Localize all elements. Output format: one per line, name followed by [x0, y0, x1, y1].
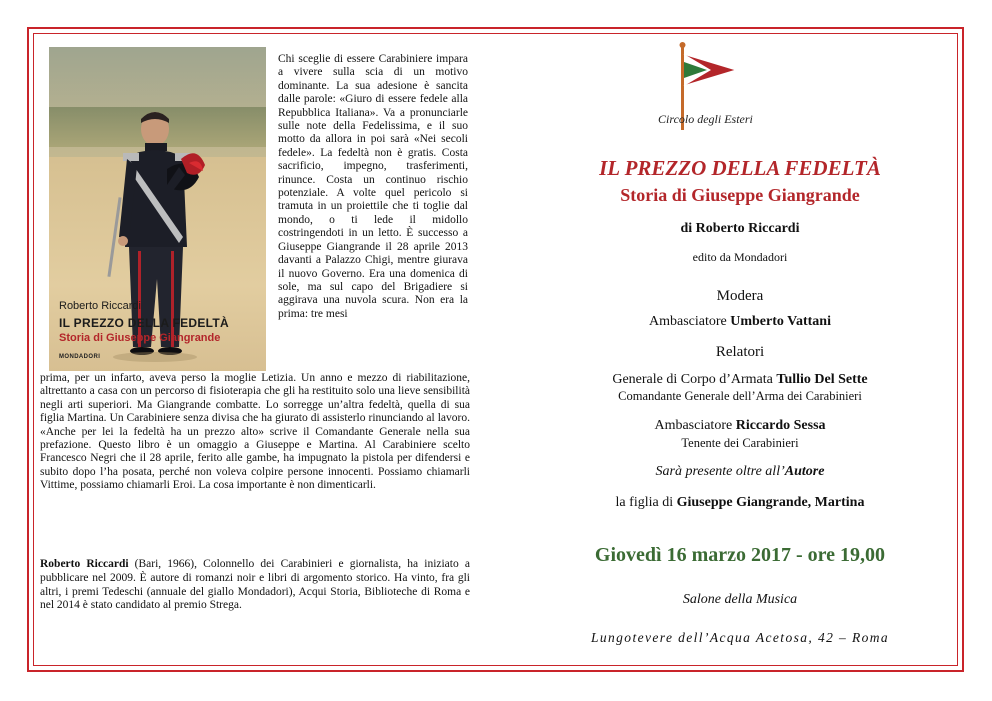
event-subhead: Storia di Giuseppe Giangrande: [620, 185, 860, 205]
presence-note: [520, 464, 960, 480]
daughter-line: [520, 495, 960, 511]
bio-author-name: Roberto Riccardi: [40, 558, 129, 570]
author-bio-paragraph: [40, 558, 470, 613]
cover-publisher: MONDADORI: [59, 354, 101, 360]
speaker-1-line: [520, 372, 960, 388]
intro-paragraph-continued: prima, per un infarto, aveva perso la moglie Letizia. Un anno e mezzo di riabilitazione, altrettanto a casa con un percorso di fisioterapia che gli ha restituito solo una lieve sensibilità negli arti superiori. Ma Giangrande combatte. Lo sorregge un’altra fedeltà, quella di sua figlia Martina. Un Carabiniere senza divisa che ha giurato di assisterlo rinunciando al lavoro. «Anche per lei la fedeltà ha un prezzo alto» scrive il Comandante Generale nella sua prefazione. Questo libro è un omaggio a Giuseppe e Martina. Al Carabiniere scelto Francesco Negri che il 28 aprile, ferito alle gambe, ha impugnato la pistola per difendersi e subito dopo l’ha posata, perché non voleva colpire persone innocenti. Possiamo chiamarli Vittime, possiamo chiamarli Eroi. La cosa importante è non dimenticarli.: [40, 372, 470, 492]
cover-author: Roberto Riccardi: [59, 300, 141, 312]
intro-text-continued: [40, 372, 470, 493]
moderator-title: Ambasciatore: [649, 314, 731, 329]
presence-prefix: Sarà presente oltre all’: [655, 464, 785, 479]
speaker-2-name: Riccardo Sessa: [735, 418, 826, 433]
book-cover: [49, 47, 266, 371]
event-byline: di Roberto Riccardi: [680, 221, 800, 236]
intro-paragraph: Chi sceglie di essere Carabiniere impara a vivere sulla scia di un motivo dominante. La sua adesione è sancita dalle parole: «Giuro di essere fedele alla Repubblica Italiana». Va a pronunciarle sulle note della Fedelissima, e il suo motto da allora in poi sarà «Nei secoli fedele». La fedeltà non è gratis. Costa sacrificio, impegno, trasferimenti, rinunce. Costa un continuo rischio potenziale. A volte quel pericolo si tramuta in un proiettile che ti toglie dal mondo, o ti lede il midollo costringendoti in un letto. È successo a Giuseppe Giangrande il 28 aprile 2013 davanti a Palazzo Chigi, mentre giurava il nuovo Governo. Era una domenica di sole, ma sul capo del Brigadiere si aggirava una nuvola scura. Non era la prima: tre mesi: [278, 53, 468, 320]
speaker-1-role: Comandante Generale dell’Arma dei Carabinieri: [618, 389, 862, 403]
event-address: Lungotevere dell’Acqua Acetosa, 42 – Roma: [590, 630, 890, 645]
event-date: Giovedì 16 marzo 2017 - ore 19,00: [594, 544, 886, 566]
cover-title-block: [59, 300, 259, 360]
relatori-label: Relatori: [715, 344, 765, 360]
daughter-name: Giuseppe Giangrande, Martina: [676, 495, 865, 510]
event-headline: IL PREZZO DELLA FEDELTÀ: [599, 156, 881, 180]
author-bio: [40, 558, 470, 613]
cover-subtitle: Storia di Giuseppe Giangrande: [59, 332, 221, 344]
speaker-2-title: Ambasciatore: [654, 418, 736, 433]
moderator-name: Umberto Vattani: [730, 314, 831, 329]
cover-title: IL PREZZO DELLA FEDELTÀ: [59, 316, 230, 330]
logo-caption: Circolo degli Esteri: [658, 112, 753, 126]
event-publisher: edito da Mondadori: [692, 250, 788, 264]
moderator-line: [520, 314, 960, 330]
bio-text: (Bari, 1966), Colonnello dei Carabinieri e giornalista, ha iniziato a pubblicare nel 2009. È autore di romanzi noir e libri di argomento storico. Ha vinto, fra gli altri, i premi Tedeschi (annuale del giallo Mondadori), Acqui Storia, Biblioteche di Roma e nel 2014 è stato candidato al premio Strega.: [40, 558, 470, 612]
speaker-1-title: Generale di Corpo d’Armata: [612, 372, 777, 387]
modera-label: Modera: [716, 288, 764, 304]
event-venue: Salone della Musica: [682, 592, 798, 607]
presence-author: Autore: [784, 464, 825, 479]
speaker-1-name: Tullio Del Sette: [776, 372, 868, 387]
speaker-2-role: Tenente dei Carabinieri: [681, 436, 799, 450]
speaker-2-line: [520, 418, 960, 434]
intro-text-column: [278, 53, 468, 321]
daughter-prefix: la figlia di: [615, 495, 677, 510]
